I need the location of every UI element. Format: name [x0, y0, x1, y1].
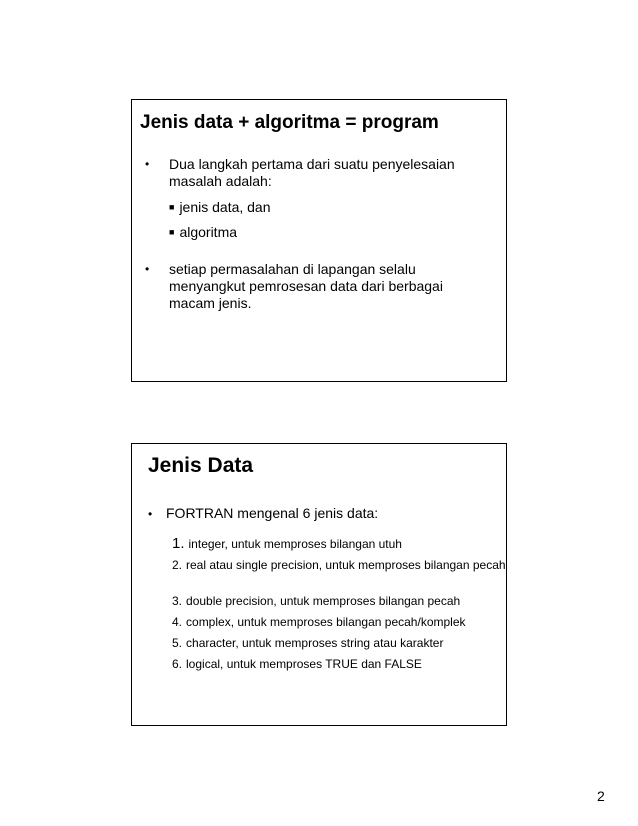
bullet-marker: • — [148, 507, 153, 521]
list-item — [172, 615, 466, 630]
list-text: double precision, untuk memproses bilangan pecah — [186, 594, 461, 608]
sub-item — [169, 224, 237, 240]
page-number: 2 — [597, 788, 605, 804]
list-text: real atau single precision, untuk memproses bilangan pecah — [186, 558, 506, 572]
list-text: complex, untuk memproses bilangan pecah/komplek — [186, 615, 466, 629]
list-number: 6. — [172, 657, 183, 671]
list-item — [172, 594, 460, 609]
square-bullet-icon: ■ — [169, 202, 175, 212]
list-item — [172, 657, 422, 672]
sub-item-text: jenis data, dan — [179, 199, 271, 215]
list-number: 2. — [172, 558, 183, 572]
list-number: 5. — [172, 636, 183, 650]
list-item — [172, 536, 402, 552]
list-item — [172, 636, 443, 651]
sub-item — [169, 199, 271, 215]
slide-2 — [131, 443, 507, 726]
list-text: logical, untuk memproses TRUE dan FALSE — [186, 657, 422, 671]
list-number: 3. — [172, 594, 183, 608]
list-number: 4. — [172, 615, 183, 629]
list-text: integer, untuk memproses bilangan utuh — [188, 537, 402, 551]
slide-1 — [131, 99, 507, 382]
bullet-text: setiap permasalahan di lapangan selalu menyangkut pemrosesan data dari berbagai macam jenis. — [169, 261, 443, 311]
bullet-text: Dua langkah pertama dari suatu penyelesaian masalah adalah: — [169, 156, 455, 189]
slide-1-title: Jenis data + algoritma = program — [140, 112, 439, 133]
list-item — [172, 558, 516, 573]
bullet-text: FORTRAN mengenal 6 jenis data: — [166, 505, 379, 521]
bullet-marker: • — [145, 262, 150, 276]
list-text: character, untuk memproses string atau karakter — [186, 636, 444, 650]
sub-item-text: algoritma — [179, 224, 238, 240]
square-bullet-icon: ■ — [169, 227, 175, 237]
list-number: 1. — [172, 535, 185, 552]
bullet-marker: • — [145, 157, 150, 171]
slide-2-title: Jenis Data — [148, 454, 254, 477]
